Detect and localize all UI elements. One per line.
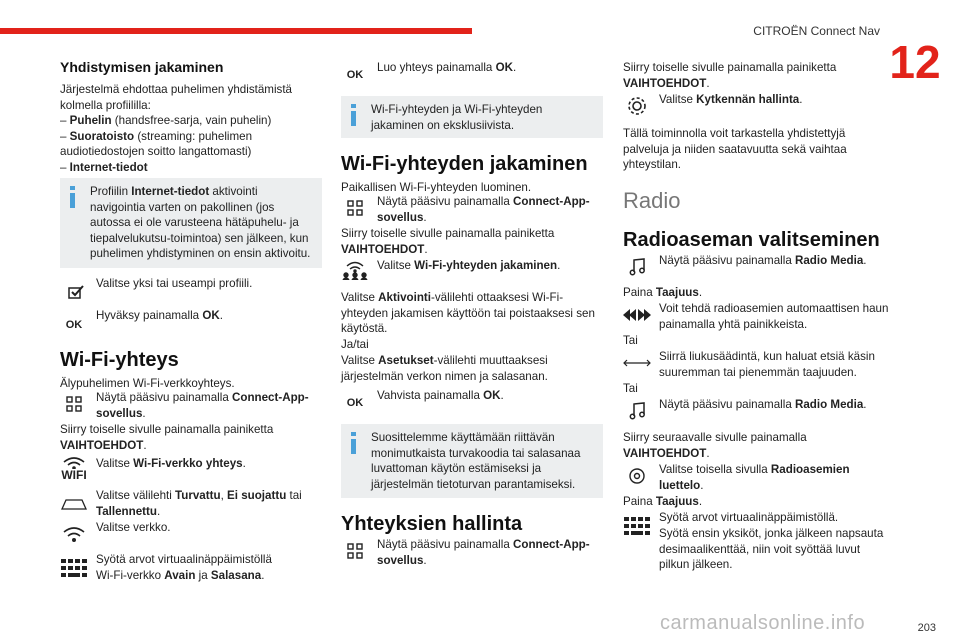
running-header: CITROËN Connect Nav	[753, 24, 880, 38]
section-wifi	[60, 348, 322, 392]
music-note-icon	[623, 257, 651, 277]
music-note-icon	[623, 401, 651, 421]
info-box-exclusive: Wi-Fi-yhteyden ja Wi-Fi-yhteyden jakaminen on eksklusiivista.	[341, 96, 603, 138]
ok-icon: OK	[65, 319, 83, 332]
ok-icon: OK	[346, 397, 364, 410]
apps-grid-icon	[341, 541, 369, 561]
section-wifi-sharing	[341, 152, 603, 196]
sharing-settings: Valitse Asetukset-välilehti muuttaaksesi järjestelmän verkon nimen ja salasanan.	[341, 354, 548, 383]
keyboard-icon	[60, 558, 88, 578]
info-icon	[351, 104, 356, 126]
or-text: Tai	[623, 382, 638, 395]
press-frequency: Paina Taajuus.	[623, 286, 703, 299]
col3-next-page: Siirry toiselle sivulle painamalla painiketta VAIHTOEHDOT.	[623, 61, 837, 90]
page-number: 203	[917, 622, 936, 634]
press-frequency: Paina Taajuus.	[623, 495, 703, 508]
gear-icon	[623, 96, 651, 116]
connection-management-desc: Tällä toiminnolla voit tarkastella yhdistettyjä palveluja ja niiden saatavuutta sekä vaihtaa yhteystilan.	[623, 127, 847, 171]
wifi-sharing-intro: Paikallisen Wi-Fi-yhteyden luominen.	[341, 181, 532, 194]
profile-item: – Internet-tiedot	[60, 160, 148, 174]
heading-radio-select: Radioaseman valitseminen	[623, 229, 880, 251]
wifi-intro: Älypuhelimen Wi-Fi-verkkoyhteys.	[60, 377, 235, 390]
seek-arrows-icon	[623, 305, 651, 325]
slider-icon	[623, 353, 651, 373]
next-page-options: Siirry seuraavalle sivulle painamalla VAIHTOEHDOT.	[623, 431, 807, 460]
tabs-icon	[60, 494, 88, 514]
heading-connection-sharing: Yhdistymisen jakaminen	[60, 59, 224, 75]
radio-title: Radio	[623, 188, 681, 213]
section-connection-management	[341, 512, 603, 536]
info-box-security: Suosittelemme käyttämään riittävän monimutkaista turvakoodia tai salasanaa luvattoman käytön estämiseksi ja järjestelmän tietoturvan parantamiseksi.	[341, 424, 603, 498]
hotspot-icon	[341, 260, 369, 280]
sharing-next-page: Siirry toiselle sivulle painamalla painiketta VAIHTOEHDOT.	[341, 227, 555, 256]
header-red-bar	[0, 28, 472, 34]
apps-grid-icon	[341, 198, 369, 218]
radio-icon	[623, 466, 651, 486]
watermark: carmanualsonline.info	[660, 612, 866, 634]
ok-icon: OK	[346, 69, 364, 82]
units-instructions: Syötä ensin yksiköt, jonka jälkeen napsauta desimaalikenttää, niin voit syöttää luvut pilkun jälkeen.	[659, 527, 884, 571]
heading-wifi: Wi-Fi-yhteys	[60, 349, 179, 371]
checkbox-icon	[62, 282, 90, 302]
profile-item: – Puhelin (handsfree-sarja, vain puhelin)	[60, 114, 272, 127]
wifi-next-page: Siirry toiselle sivulle painamalla painiketta VAIHTOEHDOT.	[60, 423, 274, 452]
info-icon	[351, 432, 356, 454]
column-1	[60, 58, 322, 175]
sharing-and-or: Ja/tai	[341, 338, 369, 351]
heading-wifi-sharing: Wi-Fi-yhteyden jakaminen	[341, 153, 588, 175]
chapter-number: 12	[889, 36, 941, 88]
apps-grid-icon	[60, 394, 88, 414]
or-text: Tai	[623, 334, 638, 347]
section-radio-select	[623, 228, 893, 252]
profile-item: – Suoratoisto (streaming: puhelimen audiotiedostojen soitto langattomasti)	[60, 129, 253, 158]
heading-connection-management: Yhteyksien hallinta	[341, 513, 523, 535]
wifi-icon	[60, 524, 88, 544]
sharing-activation: Valitse Aktivointi-välilehti ottaaksesi Wi-Fi-yhteyden jakamisen käyttöön tai poistaaksesi sen käytöstä.	[341, 291, 595, 335]
info-box-internet: Profiilin Internet-tiedot aktivointi navigointia varten on pakollinen (jos autossa ei ole varusteena hätäpuhelu- ja tiepalvelukutsu-toimintoa) sen jälkeen, kun puhelimen yhdistyminen on ensin aktivoitu.	[60, 178, 322, 268]
profiles-intro: Järjestelmä ehdottaa puhelimen yhdistämistä kolmella profiililla:	[60, 83, 292, 112]
wifi-icon: WIFI	[60, 454, 88, 484]
info-icon	[70, 186, 75, 208]
